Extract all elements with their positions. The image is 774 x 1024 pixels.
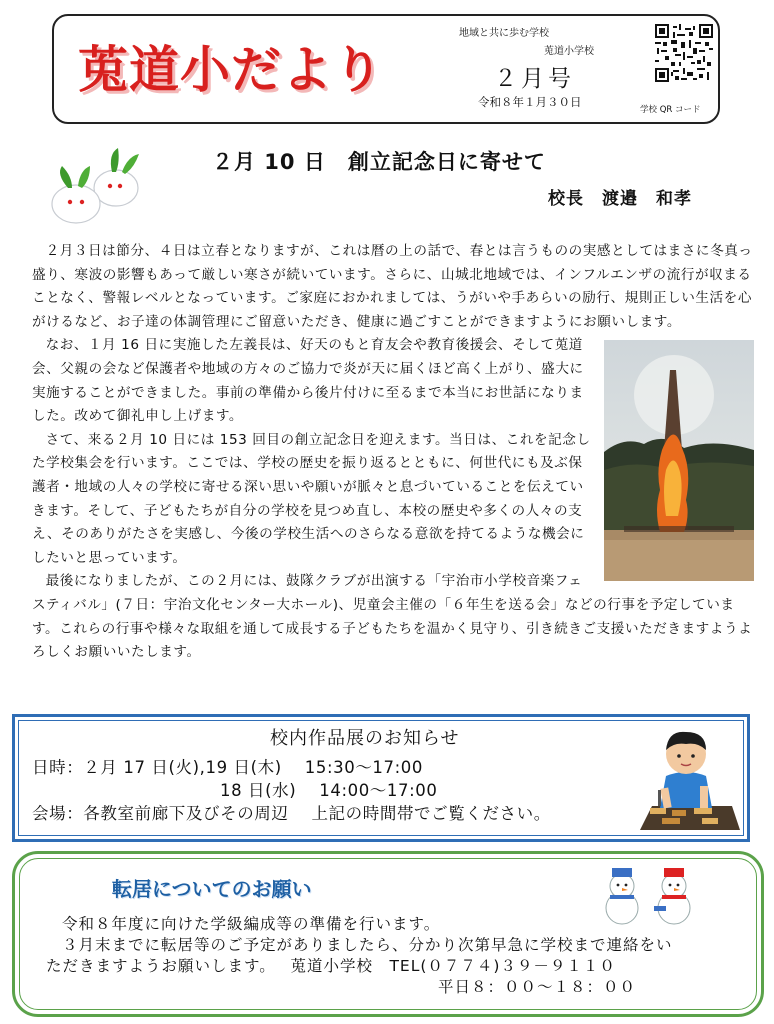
- article-body: [32, 240, 754, 665]
- issue-date: 令和８年１月３０日: [478, 95, 582, 109]
- request-text-1: 令和８年度に向けた学級編成等の準備を行います。: [62, 915, 441, 933]
- notice-title: 校内作品展のお知らせ: [270, 728, 460, 749]
- notice-datetime-1: 日時：２月 17 日(火),19 日(木) 15:30～17:00: [32, 758, 423, 777]
- masthead-title: 莵道小だより: [78, 41, 384, 99]
- child-crafting-icon: [632, 724, 740, 834]
- article-title: ２月 10 日 創立記念日に寄せて: [212, 150, 546, 174]
- request-title: 転居についてのお願い: [112, 877, 312, 901]
- request-hours: 平日８：００～１８：００: [438, 978, 637, 996]
- notice-datetime-2: 18 日(水) 14:00～17:00: [220, 781, 438, 800]
- request-text-2: ３月末までに転居等のご予定がありましたら、分かり次第早急に学校まで連絡をい: [62, 936, 673, 954]
- qr-code-icon[interactable]: [655, 24, 713, 82]
- paragraph: なお、１月 16 日に実施した左義長は、好天のもと育友会や教育後援会、そして莵道会、父親の会など保護者や地域の方々のご協力で炎が天に届くほど高く上がり、盛大に実施することができました。事前の準備から後片付けに至るまで本当にお世話になりました。改めて御礼申し上げます。: [32, 337, 584, 425]
- school-name: 莵道小学校: [544, 46, 594, 57]
- issue-label: ２月号: [494, 66, 575, 92]
- paragraph: 最後になりましたが、この２月には、鼓隊クラブが出演する「宇治市小学校音楽フェスティバル」(７日：宇治文化センター大ホール)、児童会主催の「６年生を送る会」などの行事を予定しています。これらの行事や様々な取組を通して成長する子どもたちを温かく見守り、引き続きご支援いただきますようよろしくお願いいたします。: [32, 573, 753, 661]
- paragraph: さて、来る２月 10 日には 153 回目の創立記念日を迎えます。当日は、これを記念した学校集会を行います。ここでは、学校の歴史を振り返るとともに、何世代にも及ぶ保護者・地域の人々の学校に寄せる深い思いや願いが脈々と息づいていることを伝えていきます。そして、子どもたちが自分の学校を見つめ直し、本校の歴史や多くの人々の支え、そのありがたさを実感し、今後の学校生活へのさらなる意欲を持てるような機会にしたいと思っています。: [32, 431, 591, 566]
- tagline: 地域と共に歩む学校: [459, 28, 549, 39]
- article-author: 校長 渡邉 和孝: [548, 189, 692, 209]
- snowman-icon: [594, 862, 706, 926]
- snow-rabbit-icon: [42, 146, 162, 228]
- paragraph: ２月３日は節分、４日は立春となりますが、これは暦の上の話で、春とは言うものの実感としてはまさに冬真っ盛り、寒波の影響もあって厳しい寒さが続いています。さらに、山城北地域では、インフルエンザの流行が収まることなく、警報レベルとなっています。ご家庭におかれましては、うがいや手あらいの励行、規則正しい生活を心がけるなど、お子達の体調管理にご留意いただき、健康に過ごすことができますようにお願いします。: [32, 243, 753, 330]
- request-text-3: ただきますようお願いします。 莵道小学校 TEL(０７７４)３９－９１１０: [46, 957, 616, 975]
- notice-venue: 会場：各教室前廊下及びその周辺 上記の時間帯でご覧ください。: [32, 804, 551, 823]
- bonfire-photo: [604, 340, 754, 581]
- qr-caption: 学校 QR コード: [640, 105, 701, 115]
